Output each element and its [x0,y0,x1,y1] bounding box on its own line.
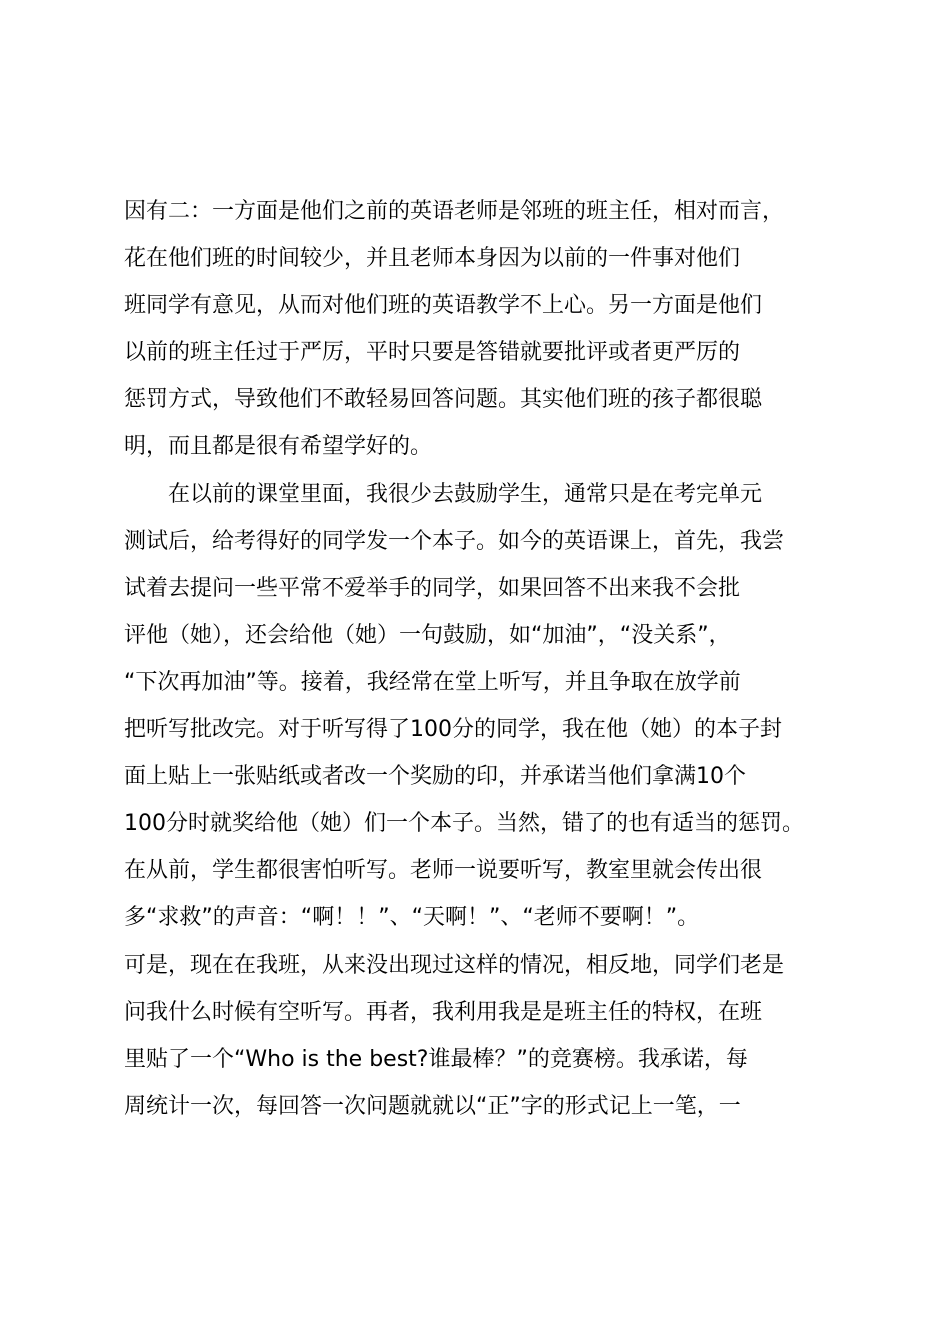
text-line: 测试后，给考得好的同学发一个本子。如今的英语课上，首先，我尝 [124,528,785,554]
text-line: 因有二：一方面是他们之前的英语老师是邻班的班主任，相对而言， [124,199,785,224]
text-line: 可是，现在在我班，从来没出现过这样的情况，相反地，同学们老是 [124,952,785,978]
document-body [124,188,834,1130]
text-line: 周统计一次，每回答一次问题就就以“正”字的形式记上一笔，一 [124,1093,741,1119]
text-line: 问我什么时候有空听写。再者，我利用我是是班主任的特权，在班 [124,999,763,1025]
text-line: 明，而且都是很有希望学好的。 [124,434,433,460]
text-line: 里贴了一个“Who is the best?谁最棒？”的竞赛榜。我承诺，每 [124,1046,748,1072]
text-line: 以前的班主任过于严厉，平时只要是答错就要批评或者更严厉的 [124,340,741,366]
text-line: 试着去提问一些平常不爱举手的同学，如果回答不出来我不会批 [124,575,741,601]
text-line: 在以前的课堂里面，我很少去鼓励学生，通常只是在考完单元 [124,481,763,507]
text-line: 100分时就奖给他（她）们一个本子。当然，错了的也有适当的惩罚。 [124,811,804,837]
text-line: 评他（她），还会给他（她）一句鼓励，如“加油”，“没关系”， [124,622,731,648]
text-line: 惩罚方式，导致他们不敢轻易回答问题。其实他们班的孩子都很聪 [124,387,763,413]
text-line: 花在他们班的时间较少，并且老师本身因为以前的一件事对他们 [124,246,741,272]
text-line: 面上贴上一张贴纸或者改一个奖励的印，并承诺当他们拿满10个 [124,764,746,790]
text-line: 多“求救”的声音：“啊！！”、“天啊！”、“老师不要啊！”。 [124,905,700,931]
text-line: 在从前，学生都很害怕听写。老师一说要听写，教室里就会传出很 [124,858,763,884]
text-line: 把听写批改完。对于听写得了100分的同学，我在他（她）的本子封 [124,717,782,743]
text-line: 班同学有意见，从而对他们班的英语教学不上心。另一方面是他们 [124,293,763,319]
text-line: “下次再加油”等。接着，我经常在堂上听写，并且争取在放学前 [124,669,741,695]
